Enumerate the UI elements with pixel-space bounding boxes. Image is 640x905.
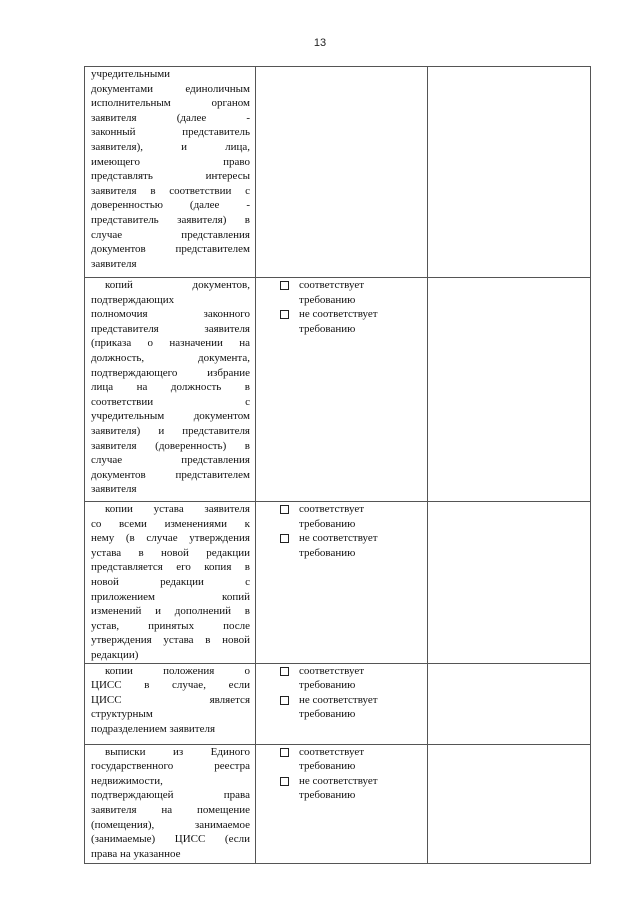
option-label-line: не соответствует [299,308,378,321]
text-line: доверенностью (далее - [91,199,250,212]
requirement-text [85,502,255,663]
document-table [84,66,591,864]
option-label [299,774,378,803]
text-line: документов представителем [91,243,250,256]
checkbox-icon[interactable] [280,696,289,705]
option-label [299,502,364,531]
notes-cell [428,502,591,664]
option-conforms[interactable] [256,278,427,307]
text-line: представлять интересы [91,170,250,183]
text-line: документов представителем [91,468,250,481]
option-does-not-conform[interactable] [256,693,427,722]
text-line: полномочия законного [91,308,250,321]
checkbox-icon[interactable] [280,310,289,319]
text-line: устава в новой редакции [91,546,250,559]
text-line: учредительным документом [91,410,250,423]
table-row [85,278,591,502]
checkbox-icon[interactable] [280,281,289,290]
text-line: подтверждающей права [91,789,250,802]
text-line: (приказа о назначении на [91,337,250,350]
text-line: документами единоличным [91,82,250,95]
text-line: лица на должность в [91,381,250,394]
text-line: выписки из Единого [105,745,250,758]
text-line: заявителя на помещение [91,803,250,816]
table-row [85,67,591,278]
option-label-line: не соответствует [299,693,378,706]
text-line: заявителя (далее - [91,111,250,124]
text-line: (помещения), занимаемое [91,818,250,831]
text-line: законный представитель [91,126,250,139]
option-label-line: соответствует [299,745,365,758]
option-conforms[interactable] [256,502,427,531]
page-number: 13 [313,37,327,49]
option-label [299,531,378,560]
notes-cell [428,67,591,278]
text-line: заявителя) и представителя [91,424,250,437]
text-line: недвижимости, [91,774,163,787]
option-label-line: требованию [299,517,356,530]
notes-cell [428,744,591,863]
option-label-line: требованию [299,789,356,802]
text-line: изменений и дополнений в [91,605,250,618]
text-line: (занимаемые) ЦИСС (если [91,833,250,846]
requirement-cell [85,744,256,863]
text-line: ЦИСС в случае, если [91,679,250,692]
option-label [299,745,364,774]
text-line: подразделением заявителя [91,722,216,735]
text-line: приложением копий [91,590,250,603]
table-row [85,744,591,863]
checkbox-icon[interactable] [280,748,289,757]
text-line: заявителя [91,483,137,496]
checkbox-icon[interactable] [280,534,289,543]
text-line: редакции) [91,648,139,661]
checkbox-icon[interactable] [280,505,289,514]
option-conforms[interactable] [256,664,427,693]
conformity-cell [256,67,428,278]
option-label-line: требованию [299,322,356,335]
requirement-text [85,67,255,271]
text-line: копии устава заявителя [105,503,250,515]
text-line: нему (в случае утверждения [91,532,250,545]
checkbox-icon[interactable] [280,667,289,676]
option-label-line: требованию [299,679,356,692]
text-line: исполнительным органом [91,97,250,110]
text-line: подтверждающих [91,293,175,306]
option-conforms[interactable] [256,745,427,774]
option-label-line: не соответствует [299,774,378,787]
requirement-cell [85,67,256,278]
text-line: имеющего право [91,155,250,168]
requirement-text [85,278,255,497]
text-line: случае представления [91,228,250,241]
option-label-line: соответствует [299,279,365,291]
text-line: права на указанное [91,847,181,860]
requirement-cell [85,502,256,664]
text-line: соответствии с [91,395,250,408]
requirement-cell [85,663,256,744]
text-line: новой редакции с [91,575,250,588]
text-line: заявителя в соответствии с [91,184,250,197]
option-label-line: соответствует [299,664,365,677]
text-line: заявителя [91,257,137,270]
requirement-text [85,745,255,862]
text-line: копий документов, [105,279,250,291]
conformity-cell [256,663,428,744]
text-line: структурным [91,708,153,721]
text-line: утверждения устава в новой [91,634,250,647]
text-line: копии положения о [105,664,250,677]
option-label [299,307,378,336]
option-label-line: требованию [299,760,356,773]
text-line: заявителя (доверенность) в [91,439,250,452]
conformity-cell [256,744,428,863]
text-line: заявителя), и лица, [91,140,250,153]
notes-cell [428,278,591,502]
option-does-not-conform[interactable] [256,774,427,803]
table-row [85,663,591,744]
option-does-not-conform[interactable] [256,307,427,336]
text-line: представитель заявителя) в [91,213,250,226]
text-line: случае представления [91,454,250,467]
requirement-cell [85,278,256,502]
text-line: должность, документа, [91,351,250,364]
notes-cell [428,663,591,744]
option-label-line: не соответствует [299,532,378,545]
option-label-line: требованию [299,293,356,306]
conformity-cell [256,502,428,664]
text-line: со всеми изменениями к [91,517,250,530]
text-line: подтверждающего избрание [91,366,250,379]
text-line: учредительными [91,68,171,80]
table-row [85,502,591,664]
requirement-text [85,664,255,737]
text-line: устав, принятых после [91,619,250,632]
text-line: представляется его копия в [91,561,250,574]
text-line: представителя заявителя [91,322,250,335]
text-line: государственного реестра [91,760,250,773]
option-label [299,693,378,722]
option-label-line: требованию [299,708,356,721]
option-label [299,278,364,307]
checkbox-icon[interactable] [280,777,289,786]
option-does-not-conform[interactable] [256,531,427,560]
option-label-line: требованию [299,546,356,559]
text-line: ЦИСС является [91,693,250,706]
option-label-line: соответствует [299,503,365,515]
option-label [299,664,364,693]
conformity-cell [256,278,428,502]
